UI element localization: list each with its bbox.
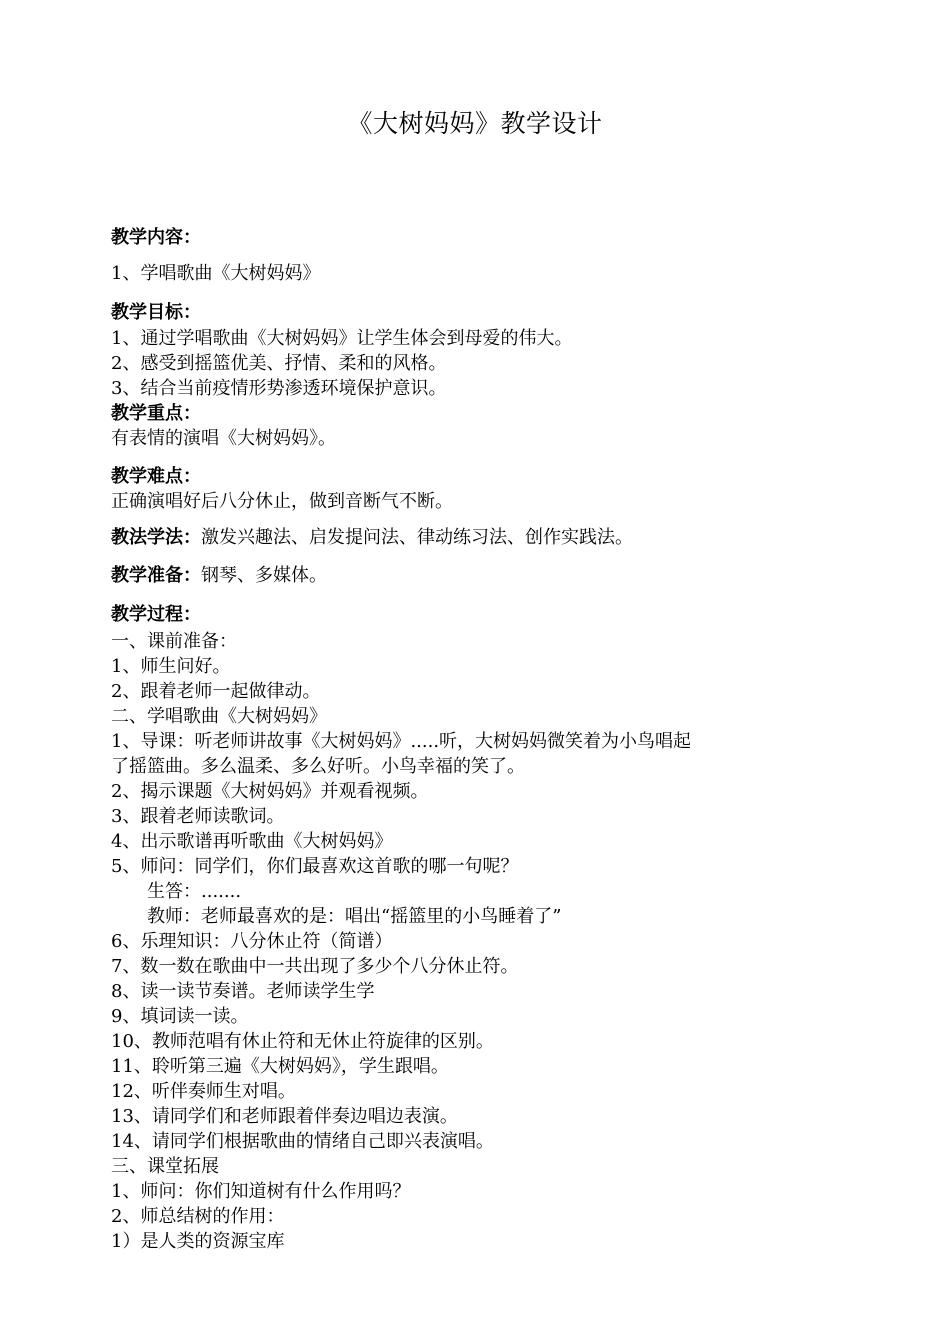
goal-item: 2、感受到摇篮优美、抒情、柔和的风格。 xyxy=(111,353,447,374)
process-line: 了摇篮曲。多么温柔、多么好听。小鸟幸福的笑了。 xyxy=(111,756,525,777)
methods-line xyxy=(111,525,633,551)
difficulty-text: 正确演唱好后八分休止，做到音断气不断。 xyxy=(111,491,453,512)
process-line: 6、乐理知识：八分休止符（简谱） xyxy=(111,931,393,952)
process-line: 7、数一数在歌曲中一共出现了多少个八分休止符。 xyxy=(111,956,519,977)
goal-item: 1、通过学唱歌曲《大树妈妈》让学生体会到母爱的伟大。 xyxy=(111,328,573,349)
section-heading-process: 教学过程： xyxy=(111,604,201,625)
section-heading-methods: 教法学法： xyxy=(111,527,201,548)
process-line: 14、请同学们根据歌曲的情绪自己即兴表演唱。 xyxy=(111,1131,494,1152)
preparation-line xyxy=(111,563,327,589)
process-line: 3、跟着老师读歌词。 xyxy=(111,806,285,827)
section-heading-difficulty: 教学难点： xyxy=(111,466,201,487)
goal-item: 3、结合当前疫情形势渗透环境保护意识。 xyxy=(111,378,447,399)
process-line: 13、请同学们和老师跟着伴奏边唱边表演。 xyxy=(111,1106,458,1127)
document-title: 《大树妈妈》教学设计 xyxy=(347,109,603,138)
process-line: 4、出示歌谱再听歌曲《大树妈妈》 xyxy=(111,831,393,852)
section-heading-goals: 教学目标： xyxy=(111,302,201,323)
preparation-text: 钢琴、多媒体。 xyxy=(201,565,327,586)
process-line: 11、聆听第三遍《大树妈妈》，学生跟唱。 xyxy=(111,1056,449,1077)
methods-text: 激发兴趣法、启发提问法、律动练习法、创作实践法。 xyxy=(201,527,633,548)
process-line: 教师：老师最喜欢的是：唱出“摇篮里的小鸟睡着了” xyxy=(147,906,562,927)
focus-text: 有表情的演唱《大树妈妈》。 xyxy=(111,428,336,449)
process-line: 10、教师范唱有休止符和无休止符旋律的区别。 xyxy=(111,1031,494,1052)
process-line: 二、学唱歌曲《大树妈妈》 xyxy=(111,706,327,727)
process-line: 2、师总结树的作用： xyxy=(111,1206,285,1227)
process-line: 2、跟着老师一起做律动。 xyxy=(111,681,321,702)
process-line: 1、师生问好。 xyxy=(111,656,231,677)
process-line: 12、听伴奏师生对唱。 xyxy=(111,1081,296,1102)
process-line: 1）是人类的资源宝库 xyxy=(111,1231,285,1252)
section-heading-content: 教学内容： xyxy=(111,227,201,248)
process-line: 9、填词读一读。 xyxy=(111,1006,249,1027)
process-line: 8、读一读节奏谱。老师读学生学 xyxy=(111,981,375,1002)
process-line: 5、师问：同学们，你们最喜欢这首歌的哪一句呢？ xyxy=(111,856,519,877)
process-line: 1、师问：你们知道树有什么作用吗？ xyxy=(111,1181,411,1202)
process-line: 2、揭示课题《大树妈妈》并观看视频。 xyxy=(111,781,429,802)
content-item: 1、学唱歌曲《大树妈妈》 xyxy=(111,263,321,284)
process-line: 生答：....... xyxy=(147,881,242,902)
process-line: 三、课堂拓展 xyxy=(111,1156,219,1177)
section-heading-focus: 教学重点： xyxy=(111,403,201,424)
process-line: 一、课前准备： xyxy=(111,631,237,652)
section-heading-preparation: 教学准备： xyxy=(111,565,201,586)
process-line: 1、导课：听老师讲故事《大树妈妈》.....听，大树妈妈微笑着为小鸟唱起 xyxy=(111,731,692,752)
